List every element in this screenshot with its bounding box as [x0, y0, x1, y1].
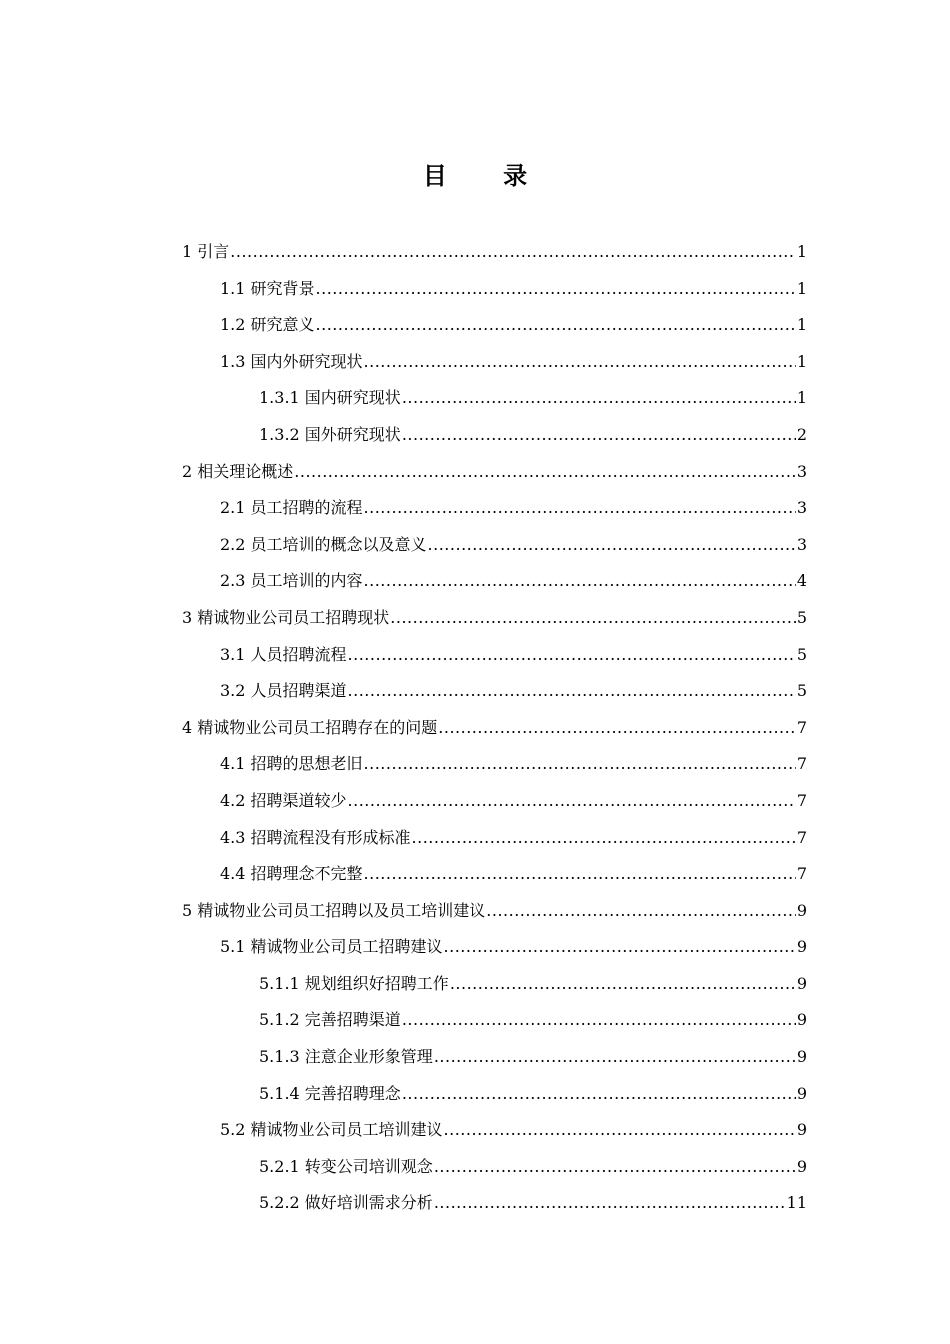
- toc-entry[interactable]: [182, 563, 807, 600]
- toc-dot-leader: [390, 600, 796, 637]
- toc-dot-leader: [402, 1002, 796, 1039]
- toc-entry-page-number: 1: [796, 315, 807, 335]
- toc-entry[interactable]: [182, 271, 807, 308]
- toc-dot-leader: [316, 271, 796, 308]
- toc-entry-page-number: 9: [796, 1047, 807, 1067]
- toc-entry-page-number: 1: [796, 388, 807, 408]
- toc-dot-leader: [434, 1149, 796, 1186]
- toc-entry[interactable]: [182, 710, 807, 747]
- toc-entry[interactable]: [182, 1039, 807, 1076]
- toc-entry-page-number: 1: [796, 278, 807, 298]
- toc-entry[interactable]: [182, 673, 807, 710]
- toc-entry-label: 2 相关理论概述: [182, 461, 294, 481]
- toc-entry[interactable]: [182, 600, 807, 637]
- toc-dot-leader: [412, 820, 796, 857]
- toc-entry-label: 4 精诚物业公司员工招聘存在的问题: [182, 717, 438, 737]
- toc-dot-leader: [434, 1185, 786, 1222]
- toc-entry-page-number: 11: [786, 1193, 807, 1213]
- toc-entry-page-number: 9: [796, 1120, 807, 1140]
- toc-entry[interactable]: [182, 1112, 807, 1149]
- toc-entry-label: 4.4 招聘理念不完整: [220, 864, 363, 884]
- toc-entry-page-number: 9: [796, 1010, 807, 1030]
- toc-entry-page-number: 3: [796, 534, 807, 554]
- toc-dot-leader: [364, 746, 796, 783]
- toc-entry-page-number: 9: [796, 1156, 807, 1176]
- toc-entry-page-number: 7: [796, 717, 807, 737]
- toc-entry-label: 2.3 员工培训的内容: [220, 571, 363, 591]
- toc-dot-leader: [444, 1112, 796, 1149]
- toc-dot-leader: [486, 893, 796, 930]
- toc-dot-leader: [450, 966, 796, 1003]
- toc-entry-page-number: 4: [796, 571, 807, 591]
- toc-entry-label: 4.2 招聘渠道较少: [220, 790, 347, 810]
- toc-entry-label: 5.1.1 规划组织好招聘工作: [259, 973, 449, 993]
- toc-entry[interactable]: [182, 893, 807, 930]
- toc-entry[interactable]: [182, 746, 807, 783]
- toc-entry-label: 1.3 国内外研究现状: [220, 351, 363, 371]
- toc-entry-label: 3.1 人员招聘流程: [220, 644, 347, 664]
- toc-entry-label: 5.2.1 转变公司培训观念: [259, 1156, 433, 1176]
- toc-entry-label: 4.1 招聘的思想老旧: [220, 754, 363, 774]
- toc-dot-leader: [294, 454, 796, 491]
- toc-dot-leader: [348, 673, 796, 710]
- toc-entry[interactable]: [182, 234, 807, 271]
- toc-entry-label: 2.1 员工招聘的流程: [220, 498, 363, 518]
- toc-entry-label: 1.2 研究意义: [220, 315, 315, 335]
- toc-entry-label: 3 精诚物业公司员工招聘现状: [182, 607, 390, 627]
- toc-entry-page-number: 9: [796, 1083, 807, 1103]
- toc-entry[interactable]: [182, 1076, 807, 1113]
- toc-entry-label: 3.2 人员招聘渠道: [220, 681, 347, 701]
- toc-entry-label: 4.3 招聘流程没有形成标准: [220, 827, 411, 847]
- toc-dot-leader: [348, 783, 796, 820]
- toc-dot-leader: [434, 1039, 796, 1076]
- toc-entry-label: 1.3.1 国内研究现状: [259, 388, 401, 408]
- toc-entry-page-number: 5: [796, 644, 807, 664]
- toc-entry-label: 5.1.4 完善招聘理念: [259, 1083, 401, 1103]
- toc-dot-leader: [316, 307, 796, 344]
- toc-entry-label: 5 精诚物业公司员工招聘以及员工培训建议: [182, 900, 486, 920]
- toc-entry[interactable]: [182, 454, 807, 491]
- toc-entry[interactable]: [182, 344, 807, 381]
- toc-entry-page-number: 9: [796, 973, 807, 993]
- toc-entry-label: 2.2 员工培训的概念以及意义: [220, 534, 427, 554]
- toc-entry-label: 5.1.3 注意企业形象管理: [259, 1047, 433, 1067]
- toc-entry[interactable]: [182, 1185, 807, 1222]
- toc-entry-page-number: 1: [796, 351, 807, 371]
- toc-dot-leader: [428, 527, 796, 564]
- toc-entry-label: 5.2 精诚物业公司员工培训建议: [220, 1120, 443, 1140]
- toc-entry[interactable]: [182, 1149, 807, 1186]
- toc-entry[interactable]: [182, 637, 807, 674]
- toc-entry-label: 5.2.2 做好培训需求分析: [259, 1193, 433, 1213]
- toc-title: 目 录: [422, 162, 552, 190]
- toc-entry[interactable]: [182, 929, 807, 966]
- toc-entry-page-number: 9: [796, 900, 807, 920]
- toc-dot-leader: [402, 380, 796, 417]
- toc-entry[interactable]: [182, 307, 807, 344]
- toc-entry-page-number: 7: [796, 864, 807, 884]
- toc-entry-label: 1 引言: [182, 242, 230, 261]
- toc-entry[interactable]: [182, 490, 807, 527]
- table-of-contents: [182, 234, 807, 1222]
- toc-entry[interactable]: [182, 380, 807, 417]
- toc-entry-page-number: 7: [796, 827, 807, 847]
- toc-entry-page-number: 9: [796, 937, 807, 957]
- toc-dot-leader: [402, 1076, 796, 1113]
- toc-dot-leader: [444, 929, 796, 966]
- toc-dot-leader: [364, 490, 796, 527]
- toc-dot-leader: [230, 234, 796, 271]
- toc-dot-leader: [438, 710, 796, 747]
- toc-entry[interactable]: [182, 783, 807, 820]
- toc-entry[interactable]: [182, 966, 807, 1003]
- toc-entry-page-number: 5: [796, 607, 807, 627]
- toc-entry-page-number: 2: [796, 424, 807, 444]
- toc-entry-page-number: 7: [796, 754, 807, 774]
- toc-dot-leader: [364, 856, 796, 893]
- toc-entry-page-number: 3: [796, 498, 807, 518]
- toc-dot-leader: [364, 563, 796, 600]
- toc-entry-page-number: 3: [796, 461, 807, 481]
- toc-entry-label: 5.1 精诚物业公司员工招聘建议: [220, 937, 443, 957]
- toc-entry[interactable]: [182, 417, 807, 454]
- toc-entry-page-number: 7: [796, 790, 807, 810]
- toc-entry-label: 5.1.2 完善招聘渠道: [259, 1010, 401, 1030]
- toc-entry-label: 1.3.2 国外研究现状: [259, 424, 401, 444]
- toc-entry[interactable]: [182, 527, 807, 564]
- toc-entry[interactable]: [182, 1002, 807, 1039]
- toc-dot-leader: [364, 344, 796, 381]
- toc-entry-label: 1.1 研究背景: [220, 278, 315, 298]
- toc-entry-page-number: 1: [796, 242, 807, 261]
- toc-entry[interactable]: [182, 856, 807, 893]
- toc-entry[interactable]: [182, 820, 807, 857]
- toc-dot-leader: [348, 637, 796, 674]
- toc-entry-page-number: 5: [796, 681, 807, 701]
- toc-dot-leader: [402, 417, 796, 454]
